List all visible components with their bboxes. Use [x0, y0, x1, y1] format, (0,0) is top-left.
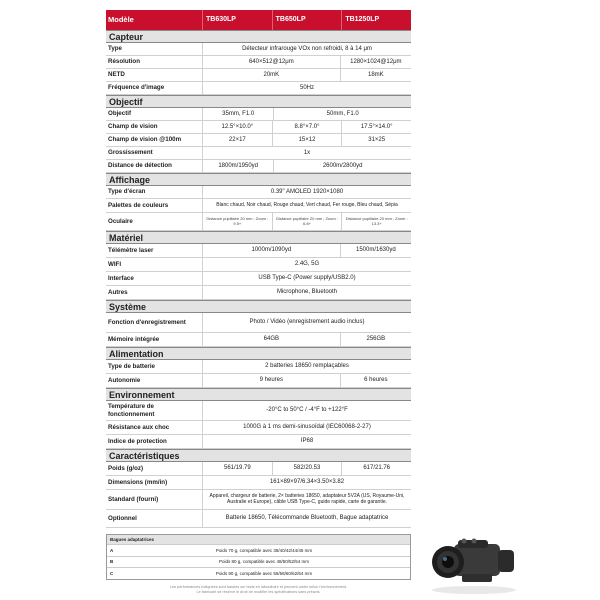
row-label: Indice de protection — [108, 437, 167, 445]
row-value: 256GB — [340, 333, 411, 346]
row-label: Fonction d'enregistrement — [108, 318, 186, 326]
model-header-label: Modèle — [108, 15, 134, 25]
adapter-ring-row — [107, 567, 410, 579]
row-value: 18mK — [340, 69, 411, 81]
row-value: 1800m/1950yd — [202, 160, 273, 172]
row-label: Télémètre laser — [108, 246, 154, 254]
row-value: 2600m/2800yd — [273, 160, 411, 172]
row-label: Standard (fourni) — [108, 495, 159, 503]
row-label: Type d'écran — [108, 188, 146, 196]
row-autonomie — [106, 374, 411, 388]
row-value: 1000m/1090yd — [202, 244, 340, 257]
row-fonction — [106, 313, 411, 333]
row-value: 31×25 — [341, 134, 411, 146]
footer-line: Les performances indiquées sont basées sur tests en laboratoire et peuvent varier selon l'environnement. — [169, 585, 348, 589]
section-caracteristiques: Caractéristiques — [106, 449, 411, 462]
row-standard — [106, 490, 411, 510]
model-name-1: TB630LP — [202, 10, 272, 30]
row-temperature — [106, 401, 411, 421]
row-palettes — [106, 199, 411, 213]
row-objectif — [106, 108, 411, 121]
row-ecran — [106, 186, 411, 199]
row-value: 8.8°×7.0° — [272, 121, 342, 133]
row-value: 22×17 — [202, 134, 272, 146]
row-label: Dimensions (mm/in) — [108, 478, 168, 486]
row-label: Mémoire intégrée — [108, 335, 160, 343]
row-label: NETD — [108, 71, 125, 79]
row-optionnel — [106, 510, 411, 528]
row-netd — [106, 69, 411, 82]
row-value: 6 heures — [340, 374, 411, 387]
row-resolution — [106, 56, 411, 69]
section-alimentation: Alimentation — [106, 347, 411, 360]
row-value: 2 batteries 18650 remplaçables — [202, 360, 411, 373]
row-value: Photo / Vidéo (enregistrement audio inclus) — [202, 313, 411, 332]
row-poids — [106, 462, 411, 476]
row-value: Détecteur infrarouge VOx non refroidi, 8 à 14 μm — [202, 43, 411, 55]
adapter-ring-letter: C — [110, 570, 114, 576]
adapter-ring-row — [107, 556, 410, 568]
row-label: Champ de vision — [108, 123, 158, 131]
row-value: 640×512@12μm — [202, 56, 340, 68]
row-value: 582/20.53 — [272, 462, 342, 475]
row-label: Objectif — [108, 110, 132, 118]
row-value: 35mm, F1.0 — [202, 108, 273, 120]
row-value: 15×12 — [272, 134, 342, 146]
row-telemetre — [106, 244, 411, 258]
adapter-ring-letter: B — [110, 559, 114, 565]
row-protection — [106, 435, 411, 449]
row-frequence — [106, 82, 411, 95]
row-label: Champ de vision @100m — [108, 136, 182, 144]
adapter-ring-text: Poids 70 g, compatible avec 38/40/42/44/46 mm — [215, 547, 313, 553]
row-value: Distance pupillaire 20 mm ; Zoom : 6.8+ — [272, 213, 342, 230]
row-value: 161×89×97/6.34×3.50×3.82 — [202, 476, 411, 489]
row-value: Microphone, Bluetooth — [202, 286, 411, 299]
row-value: 20mK — [202, 69, 340, 81]
row-value: 12.5°×10.0° — [202, 121, 272, 133]
row-value: 1000G à 1 ms demi-sinusoïdal (IEC60068-2-27) — [202, 421, 411, 434]
spec-table — [106, 10, 411, 528]
row-detection — [106, 160, 411, 173]
row-value: Distance pupillaire 20 mm ; Zoom : 9.5+ — [202, 213, 272, 230]
footer-line: Le fabricant se réserve le droit de modifier les spécifications sans préavis. — [196, 590, 321, 594]
model-name-3: TB1250LP — [341, 10, 411, 30]
section-environnement: Environnement — [106, 388, 411, 401]
row-champ100 — [106, 134, 411, 147]
row-memoire — [106, 333, 411, 347]
row-label: Poids (g/oz) — [108, 464, 144, 472]
adapter-ring-letter: A — [110, 547, 114, 553]
thermal-scope-image — [424, 530, 524, 595]
adapter-ring-row — [107, 544, 410, 556]
row-value: 0.39" AMOLED 1920×1080 — [202, 186, 411, 198]
section-objectif: Objectif — [106, 95, 411, 108]
model-header-row — [106, 10, 411, 30]
row-value: 9 heures — [202, 374, 340, 387]
row-champ — [106, 121, 411, 134]
row-value: Batterie 18650, Télécommande Bluetooth, Bague adaptatrice — [202, 510, 411, 527]
row-interface — [106, 272, 411, 286]
row-value: 64GB — [202, 333, 340, 346]
row-label: Fréquence d'image — [108, 84, 165, 92]
row-value: Distance pupillaire 20 mm ; Zoom : 13.3+ — [341, 213, 411, 230]
row-label: Type — [108, 45, 122, 53]
row-grossissement — [106, 147, 411, 160]
row-value: 1500m/1630yd — [340, 244, 411, 257]
section-affichage: Affichage — [106, 173, 411, 186]
row-value: IP68 — [202, 435, 411, 448]
section-capteur: Capteur — [106, 30, 411, 43]
row-autres — [106, 286, 411, 300]
section-materiel: Matériel — [106, 231, 411, 244]
row-choc — [106, 421, 411, 435]
row-label: Optionnel — [108, 514, 137, 522]
row-value: USB Type-C (Power supply/USB2.0) — [202, 272, 411, 285]
row-label: Palettes de couleurs — [108, 201, 169, 209]
row-label: Résistance aux choc — [108, 423, 170, 431]
row-value: 1280×1024@12μm — [340, 56, 411, 68]
row-label: Résolution — [108, 58, 140, 66]
row-value: 561/19.79 — [202, 462, 272, 475]
row-value: 2.4G, 5G — [202, 258, 411, 271]
row-label: Oculaire — [108, 217, 133, 225]
section-systeme: Système — [106, 300, 411, 313]
adapter-rings-title: Bagues adaptatrices — [107, 535, 410, 544]
row-value: 50Hz — [202, 82, 411, 94]
row-value: 617/21.76 — [341, 462, 411, 475]
row-value: 17.5°×14.0° — [341, 121, 411, 133]
row-value: 1x — [202, 147, 411, 159]
row-value: -20°C to 50°C / -4°F to +122°F — [202, 401, 411, 420]
row-dimensions — [106, 476, 411, 490]
adapter-ring-text: Poids 80 g, compatible avec 48/50/52/54 mm — [218, 559, 310, 565]
row-label: Interface — [108, 274, 134, 282]
row-label: Autres — [108, 288, 128, 296]
adapter-ring-text: Poids 90 g, compatible avec 56/58/60/62/64 mm — [215, 570, 313, 576]
row-label: Grossissement — [108, 149, 153, 157]
row-value: 50mm, F1.0 — [273, 108, 411, 120]
row-label: WIFI — [108, 260, 122, 268]
row-label: Température de fonctionnement — [108, 403, 155, 418]
row-value: Blanc chaud, Noir chaud, Rouge chaud, Vert chaud, Fer rouge, Bleu chaud, Sépia — [202, 199, 411, 212]
row-batterie — [106, 360, 411, 374]
row-value: Appareil, chargeur de batterie, 2× batteries 18650, adaptateur 5V2A (US, Royaume-Uni, Australie et Europe), câble USB Type-C, guide rapide, carte de garantie. — [202, 490, 411, 509]
adapter-rings-table — [106, 534, 411, 580]
row-wifi — [106, 258, 411, 272]
row-oculaire — [106, 213, 411, 231]
row-label: Type de batterie — [108, 362, 155, 370]
row-type — [106, 43, 411, 56]
footer-notes — [106, 585, 411, 595]
row-label: Autonomie — [108, 376, 141, 384]
model-name-2: TB650LP — [272, 10, 342, 30]
row-label: Distance de détection — [108, 162, 172, 170]
